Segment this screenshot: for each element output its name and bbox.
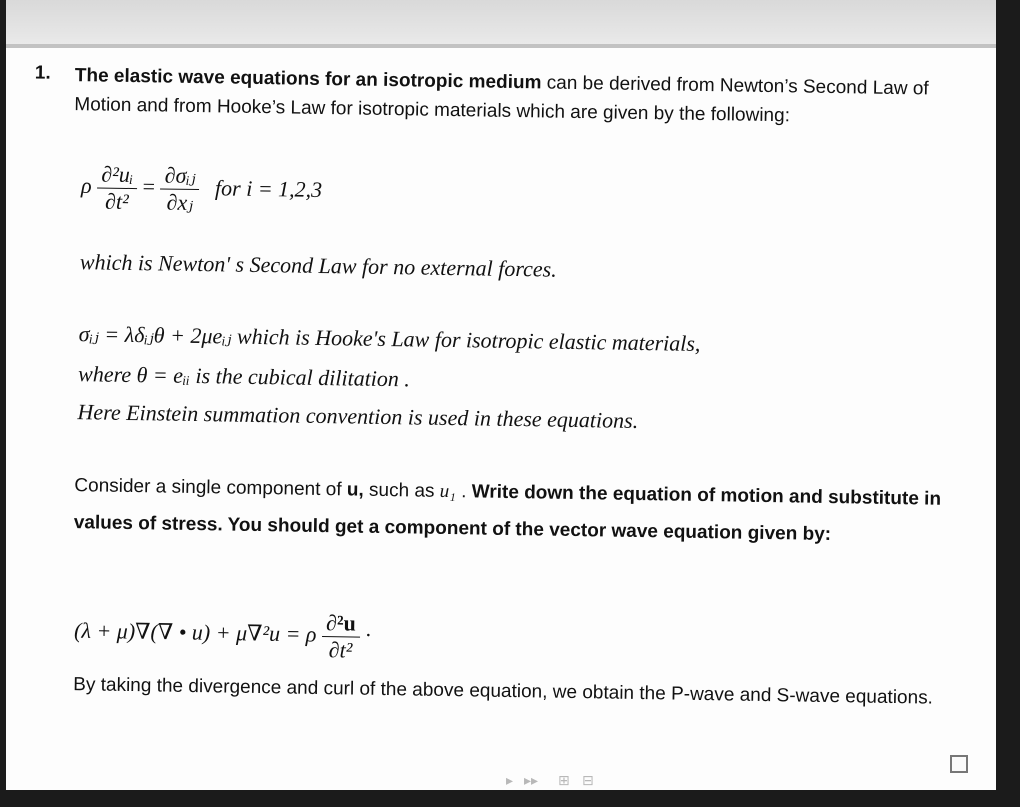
document-page bbox=[6, 0, 996, 790]
table-icon[interactable]: ⊞ bbox=[558, 772, 570, 788]
hooke-equation: σᵢⱼ = λδᵢⱼθ + 2μeᵢⱼ bbox=[78, 321, 232, 349]
eq-rhs-fraction bbox=[160, 162, 200, 216]
wave-lhs: (λ + μ)∇(∇ • u) + μ∇²u = ρ bbox=[73, 617, 317, 647]
eq-rhs-den: ∂xⱼ bbox=[160, 188, 199, 216]
consider-paragraph bbox=[74, 467, 965, 555]
wave-num: ∂²u bbox=[325, 610, 357, 636]
problem-content bbox=[6, 0, 996, 790]
consider-bold: Write down the equation of motion and substitute in values of stress. You should get a component of the vector wave equation given by: bbox=[73, 481, 942, 546]
problem-number: 1. bbox=[34, 62, 51, 84]
page-view-icon[interactable] bbox=[950, 755, 968, 773]
intro-paragraph bbox=[74, 61, 965, 133]
play-icon[interactable]: ▸ bbox=[506, 772, 514, 788]
bottom-toolbar bbox=[346, 772, 986, 790]
newton-equation bbox=[81, 161, 323, 218]
hooke-line bbox=[79, 321, 701, 357]
einstein-text: Here Einstein summation convention is used in these equations. bbox=[77, 399, 639, 433]
wave-den: ∂t² bbox=[322, 636, 360, 664]
chart-icon[interactable]: ⊟ bbox=[582, 772, 594, 788]
eq-condition: for i = 1,2,3 bbox=[214, 174, 323, 202]
eq-lhs-num: ∂²uᵢ bbox=[101, 161, 134, 188]
eq-equals: = bbox=[142, 173, 156, 199]
wave-fraction bbox=[322, 610, 361, 664]
consider-start: Consider a single component of bbox=[74, 475, 348, 501]
dilatation-text: where θ = eᵢᵢ is the cubical dilitation . bbox=[77, 361, 411, 392]
consider-u1: u₁ bbox=[439, 480, 457, 503]
step-icon[interactable]: ▸▸ bbox=[524, 772, 539, 788]
eq-rho: ρ bbox=[80, 172, 92, 198]
consider-mid: such as bbox=[363, 479, 440, 502]
consider-u: u, bbox=[346, 479, 364, 501]
closing-paragraph: By taking the divergence and curl of the above equation, we obtain the P-wave and S-wave equations. bbox=[73, 674, 934, 709]
newton-text: which is Newton' s Second Law for no external forces. bbox=[79, 249, 557, 282]
eq-lhs-den: ∂t² bbox=[97, 187, 137, 215]
intro-bold: The elastic wave equations for an isotropic medium bbox=[74, 65, 542, 94]
eq-lhs-fraction bbox=[97, 161, 138, 215]
wave-equation bbox=[74, 606, 371, 664]
hooke-text: which is Hooke's Law for isotropic elastic materials, bbox=[231, 323, 701, 356]
wave-end: · bbox=[364, 622, 371, 648]
consider-dot: . bbox=[455, 481, 472, 503]
intro-rest: can be derived from Newton’s Second Law of Motion and from Hooke’s Law for isotropic materials which are given by the following: bbox=[74, 72, 929, 127]
eq-rhs-num: ∂σᵢⱼ bbox=[164, 162, 196, 189]
